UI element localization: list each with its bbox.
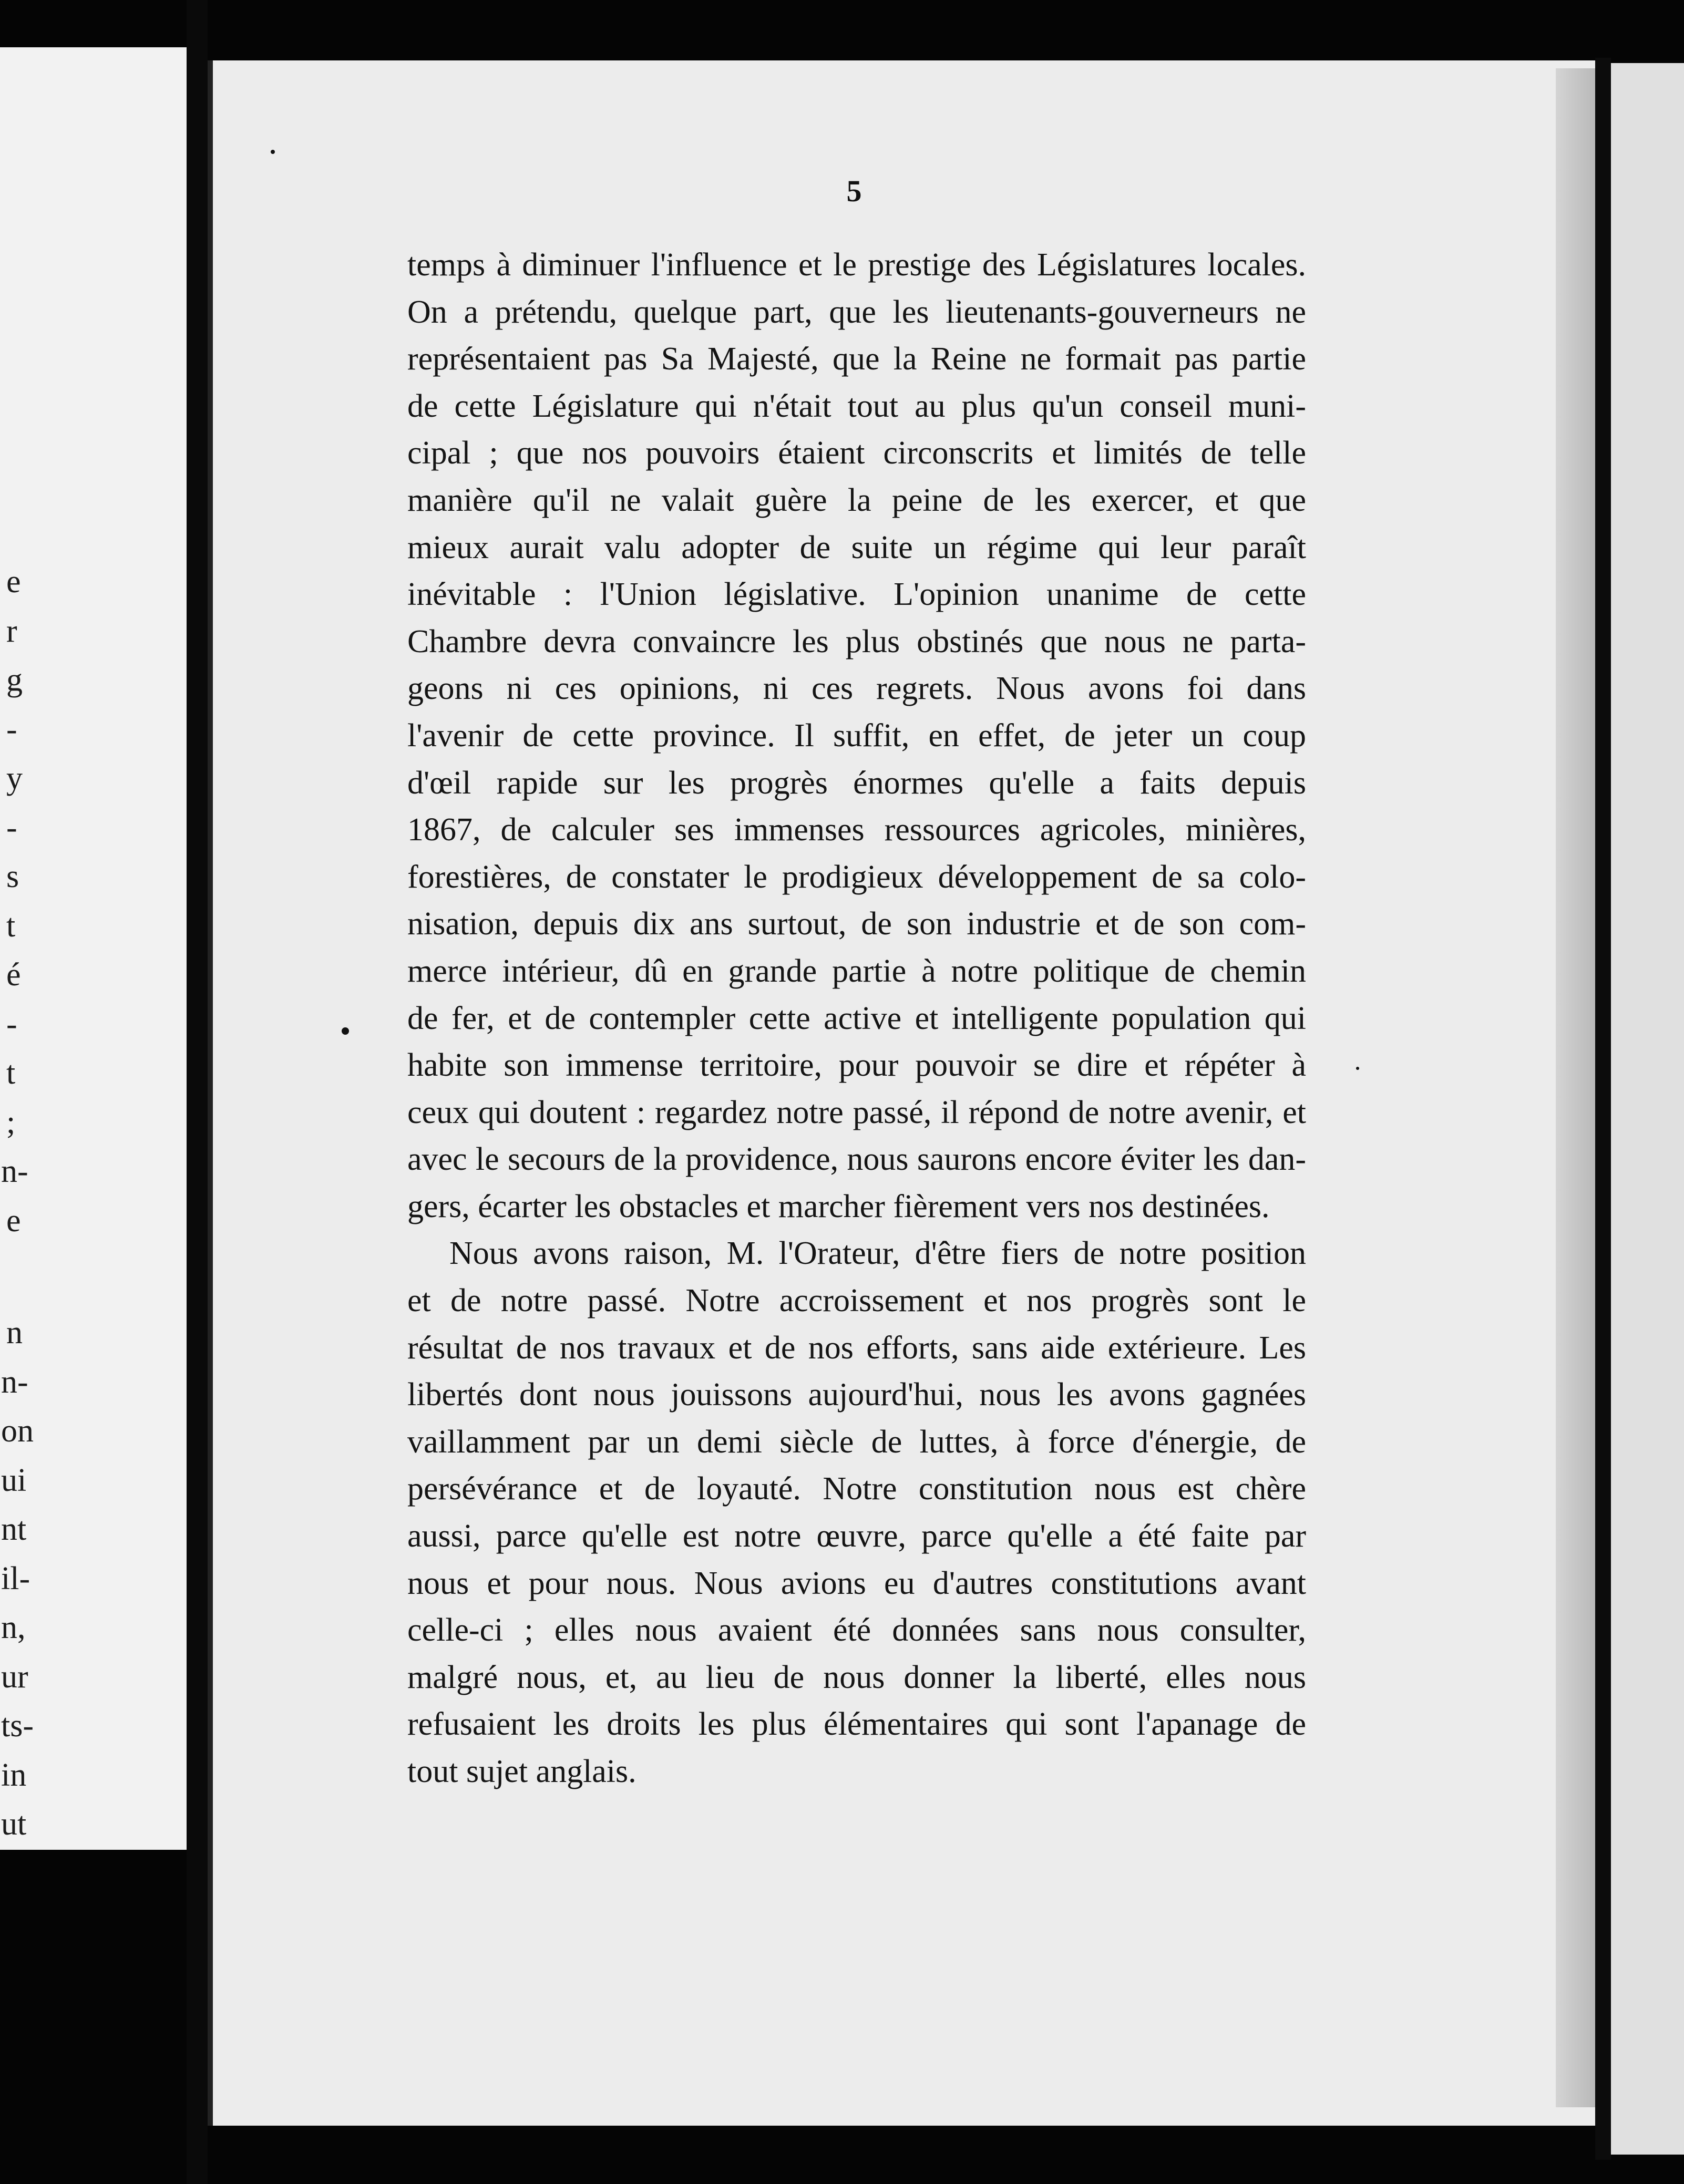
left-page-fragment: ; (6, 1104, 16, 1140)
left-page-fragment: n (6, 1315, 23, 1351)
left-page-fragment: ur (1, 1658, 28, 1695)
left-page-fragment: g (6, 662, 23, 698)
text-line: temps à diminuer l'influence et le prestige des Législatures locales. (407, 247, 1306, 283)
text-line: habite son immense territoire, pour pouvoir se dire et répéter à (407, 1047, 1306, 1084)
left-page-fragment: il- (1, 1560, 30, 1596)
left-page-fragments (0, 47, 187, 1842)
left-page-fragment: nt (1, 1511, 27, 1547)
left-page-fragment: in (1, 1757, 27, 1793)
paragraph-2 (407, 1230, 1306, 1795)
left-page-fragment: - (6, 809, 17, 846)
left-page-fragment: y (6, 760, 23, 796)
text-line: nous et pour nous. Nous avions eu d'autres constitutions avant (407, 1565, 1306, 1601)
text-line: manière qu'il ne valait guère la peine de les exercer, et que (407, 482, 1306, 518)
text-line: gers, écarter les obstacles et marcher fièrement vers nos destinées. (407, 1188, 1270, 1224)
text-line: d'œil rapide sur les progrès énormes qu'elle a faits depuis (407, 765, 1306, 801)
left-page-fragment: n- (1, 1364, 28, 1400)
left-page-fragment: - (6, 711, 17, 747)
left-page-fragment: ut (1, 1806, 27, 1842)
text-line: de fer, et de contempler cette active et intelligente population qui (407, 1000, 1306, 1036)
text-line: cipal ; que nos pouvoirs étaient circonscrits et limités de telle (407, 435, 1306, 471)
speck (271, 150, 275, 154)
text-line: avec le secours de la providence, nous saurons encore éviter les dan- (407, 1141, 1306, 1178)
text-line: forestières, de constater le prodigieux développement de sa colo- (407, 859, 1306, 895)
text-line: malgré nous, et, au lieu de nous donner la liberté, elles nous (407, 1659, 1306, 1695)
text-line: inévitable : l'Union législative. L'opinion unanime de cette (407, 576, 1306, 613)
text-line: nisation, depuis dix ans surtout, de son industrie et de son com- (407, 906, 1306, 942)
page-edge-shadow (1556, 68, 1595, 2107)
text-line: résultat de nos travaux et de nos efforts, sans aide extérieure. Les (407, 1330, 1306, 1366)
left-page-fragment: r (6, 613, 17, 649)
text-line: tout sujet anglais. (407, 1754, 636, 1789)
text-line: et de notre passé. Notre accroissement et nos progrès sont le (407, 1283, 1306, 1319)
text-line: l'avenir de cette province. Il suffit, en effet, de jeter un coup (407, 717, 1306, 754)
text-line: de cette Législature qui n'était tout au plus qu'un conseil muni- (407, 388, 1306, 424)
next-page-edge (1611, 63, 1684, 2155)
text-line: refusaient les droits les plus élémentaires qui sont l'apanage de (407, 1706, 1306, 1743)
text-line: représentaient pas Sa Majesté, que la Reine ne formait pas partie (407, 341, 1306, 377)
left-page-fragment: n- (1, 1153, 28, 1189)
page-number: 5 (846, 174, 862, 208)
left-page-fragment: t (6, 1055, 16, 1091)
text-line: Nous avons raison, M. l'Orateur, d'être fiers de notre position (449, 1235, 1306, 1272)
text-line: On a prétendu, quelque part, que les lieutenants-gouverneurs ne (407, 294, 1306, 330)
left-page-strip (0, 47, 187, 1850)
left-page-fragment: ui (1, 1462, 27, 1498)
left-page-fragment: n, (1, 1610, 26, 1645)
left-page-fragment: - (6, 1006, 17, 1042)
text-line: mieux aurait valu adopter de suite un régime qui leur paraît (407, 529, 1306, 565)
text-line: vaillamment par un demi siècle de luttes, à force d'énergie, de (407, 1424, 1306, 1460)
text-line: merce intérieur, dû en grande partie à notre politique de chemin (407, 953, 1306, 989)
body-text (407, 242, 1306, 1796)
text-line: celle-ci ; elles nous avaient été données sans nous consulter, (407, 1612, 1306, 1649)
left-page-fragment: on (1, 1413, 34, 1449)
left-page-fragment: é (6, 957, 21, 993)
right-border (1595, 58, 1611, 2160)
speck (1356, 1067, 1359, 1070)
text-line: geons ni ces opinions, ni ces regrets. Nous avons foi dans (407, 671, 1306, 707)
text-line: Chambre devra convaincre les plus obstinés que nous ne parta- (407, 623, 1306, 660)
text-line: 1867, de calculer ses immenses ressources agricoles, minières, (407, 812, 1306, 848)
left-page-fragment: ts- (1, 1708, 34, 1744)
text-line: persévérance et de loyauté. Notre constitution nous est chère (407, 1471, 1306, 1507)
text-line: ceux qui doutent : regardez notre passé, il répond de notre avenir, et (407, 1094, 1306, 1130)
text-line: aussi, parce qu'elle est notre œuvre, parce qu'elle a été faite par (407, 1518, 1306, 1554)
left-page-fragment: e (6, 1202, 21, 1239)
left-page-fragment: e (6, 564, 21, 600)
left-page-fragment: s (6, 859, 19, 894)
paragraph-1 (407, 242, 1306, 1230)
left-page-fragment: t (6, 908, 16, 944)
binding-gutter (187, 0, 208, 2184)
speck (342, 1027, 349, 1035)
text-line: libertés dont nous jouissons aujourd'hui, nous les avons gagnées (407, 1377, 1306, 1413)
